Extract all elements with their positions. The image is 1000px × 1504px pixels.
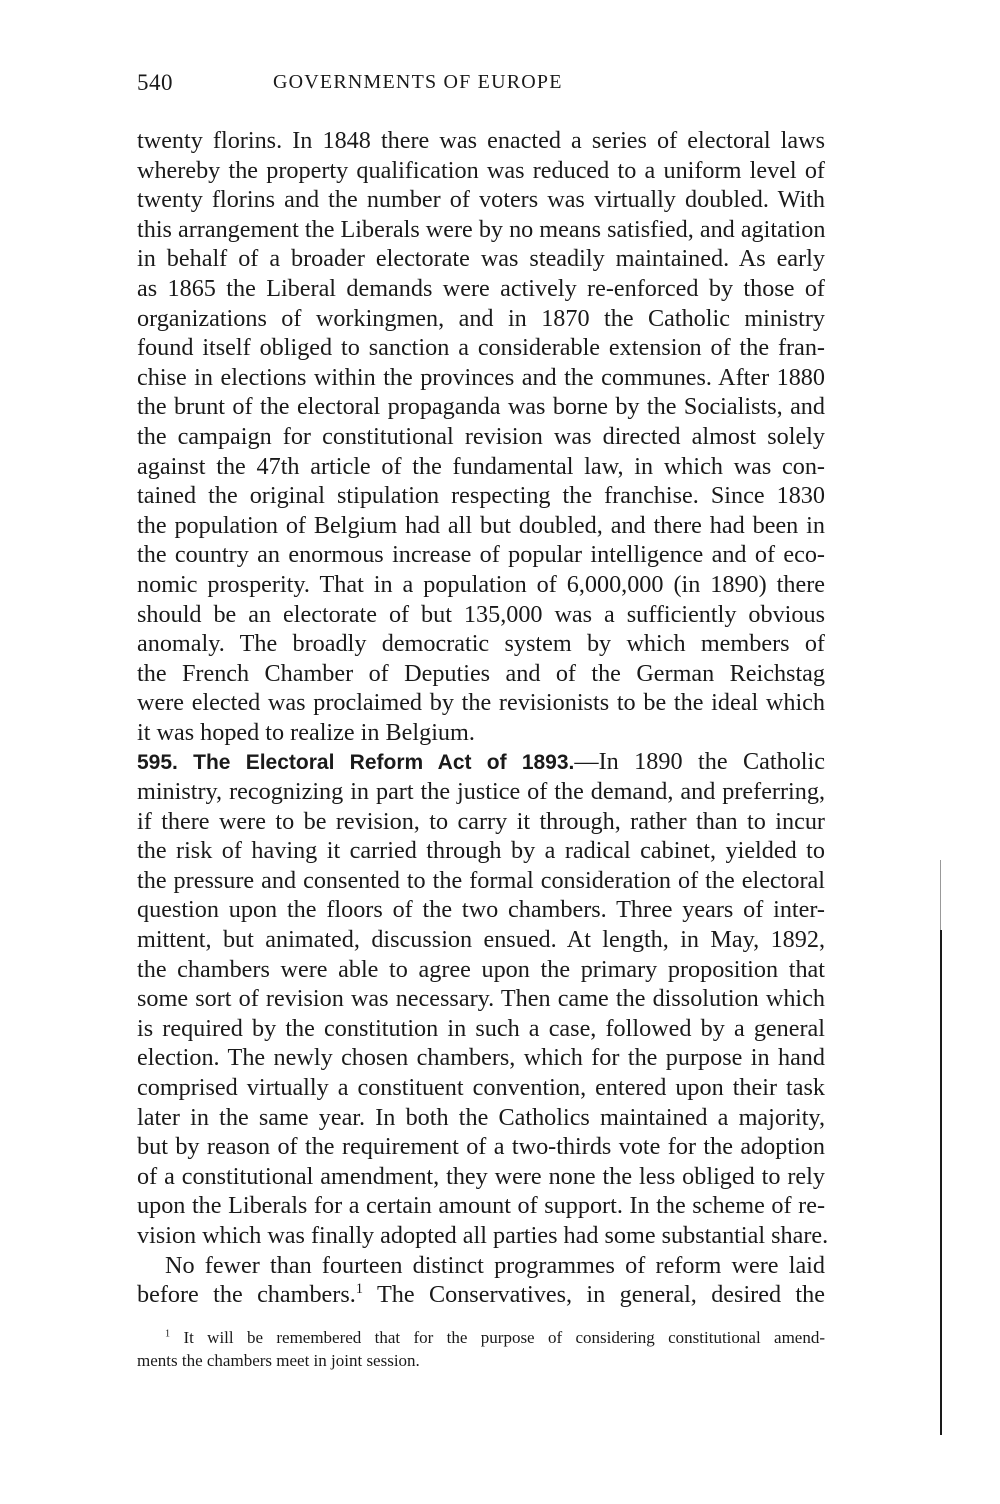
- text-line: nomic prosperity. That in a population of 6,000,000 (in 1890) there: [137, 570, 825, 598]
- text-line: chise in elections within the provinces and the communes. After 1880: [137, 363, 825, 391]
- text-line: election. The newly chosen chambers, which for the purpose in hand: [137, 1044, 825, 1072]
- text-line: anomaly. The broadly democratic system by which members of: [137, 630, 825, 658]
- line-text: before the chambers.: [137, 1281, 356, 1309]
- paragraph-3: [137, 1251, 825, 1310]
- text-line: this arrangement the Liberals were by no means satisfied, and agitation: [137, 215, 826, 243]
- text-line: the population of Belgium had all but doubled, and there had been in: [137, 511, 825, 539]
- text-line: upon the Liberals for a certain amount of support. In the scheme of re-: [137, 1192, 825, 1220]
- footnote-line: ments the chambers meet in joint session.: [137, 1351, 420, 1370]
- footnote-reference: 1: [355, 1281, 364, 1298]
- text-line: should be an electorate of but 135,000 was a sufficiently obvious: [137, 600, 825, 628]
- scan-edge-mark: [940, 930, 942, 1435]
- text-line: tained the original stipulation respecting the franchise. Since 1830: [137, 482, 825, 510]
- text-line: ministry, recognizing in part the justice of the demand, and preferring,: [137, 778, 825, 806]
- text-line: the risk of having it carried through by a radical cabinet, yielded to: [137, 837, 825, 865]
- text-line: No fewer than fourteen distinct programmes of reform were laid: [165, 1251, 825, 1279]
- text-line: twenty florins and the number of voters was virtually doubled. With: [137, 186, 825, 214]
- body-text: [137, 126, 829, 1310]
- text-line: mittent, but animated, discussion ensued. At length, in May, 1892,: [137, 926, 825, 954]
- text-line: against the 47th article of the fundamental law, in which was con-: [137, 452, 825, 480]
- footnote: [137, 1326, 825, 1372]
- paragraph-2: [137, 747, 829, 1250]
- text-line: the pressure and consented to the formal consideration of the electoral: [137, 866, 825, 894]
- scan-edge-mark: [940, 860, 941, 930]
- running-title: GOVERNMENTS OF EUROPE: [273, 71, 563, 93]
- text-line: vision which was finally adopted all parties had some substantial share.: [137, 1221, 829, 1249]
- text-line: is required by the constitution in such a case, followed by a general: [137, 1014, 825, 1042]
- page-number: 540: [137, 70, 173, 95]
- text-line: organizations of workingmen, and in 1870 the Catholic ministry: [137, 304, 825, 332]
- text-line: later in the same year. In both the Catholics maintained a majority,: [137, 1103, 825, 1131]
- line-text: The Conservatives, in general, desired the: [363, 1281, 825, 1309]
- section-line-rest: —In 1890 the Catholic: [574, 748, 825, 776]
- footnote-marker: 1: [165, 1328, 171, 1340]
- footnote-text: It will be remembered that for the purpose of considering constitutional amend-: [170, 1328, 825, 1347]
- text-line: it was hoped to realize in Belgium.: [137, 718, 475, 746]
- text-line: but by reason of the requirement of a two-thirds vote for the adoption: [137, 1133, 825, 1161]
- text-line: of a constitutional amendment, they were none the less obliged to rely: [137, 1162, 825, 1190]
- text-line: comprised virtually a constituent convention, entered upon their task: [137, 1074, 825, 1101]
- text-line: as 1865 the Liberal demands were actively re-enforced by those of: [137, 274, 825, 302]
- text-line: in behalf of a broader electorate was steadily maintained. As early: [137, 245, 825, 273]
- text-line: question upon the floors of the two chambers. Three years of inter-: [137, 896, 825, 924]
- text-line: the brunt of the electoral propaganda was borne by the Socialists, and: [137, 393, 825, 421]
- text-line: the French Chamber of Deputies and of the German Reichstag: [137, 659, 825, 687]
- footnote-line: [137, 1326, 825, 1349]
- text-line: the country an enormous increase of popular intelligence and of eco-: [137, 541, 825, 569]
- section-line: [137, 747, 825, 777]
- text-line: whereby the property qualification was reduced to a uniform level of: [137, 156, 825, 184]
- text-line: were elected was proclaimed by the revisionists to be the ideal which: [137, 689, 825, 717]
- text-line: the chambers were able to agree upon the primary proposition that: [137, 955, 825, 983]
- text-line: the campaign for constitutional revision was directed almost solely: [137, 422, 825, 450]
- section-heading: 595. The Electoral Reform Act of 1893.: [137, 751, 575, 775]
- text-line: found itself obliged to sanction a considerable extension of the fran-: [137, 334, 825, 362]
- paragraph-1: [137, 126, 825, 747]
- text-line: [137, 1280, 825, 1310]
- text-line: twenty florins. In 1848 there was enacted a series of electoral laws: [137, 127, 825, 154]
- running-head: [137, 70, 825, 100]
- text-line: if there were to be revision, to carry it through, rather than to incur: [137, 807, 825, 835]
- text-line: some sort of revision was necessary. Then came the dissolution which: [137, 985, 825, 1013]
